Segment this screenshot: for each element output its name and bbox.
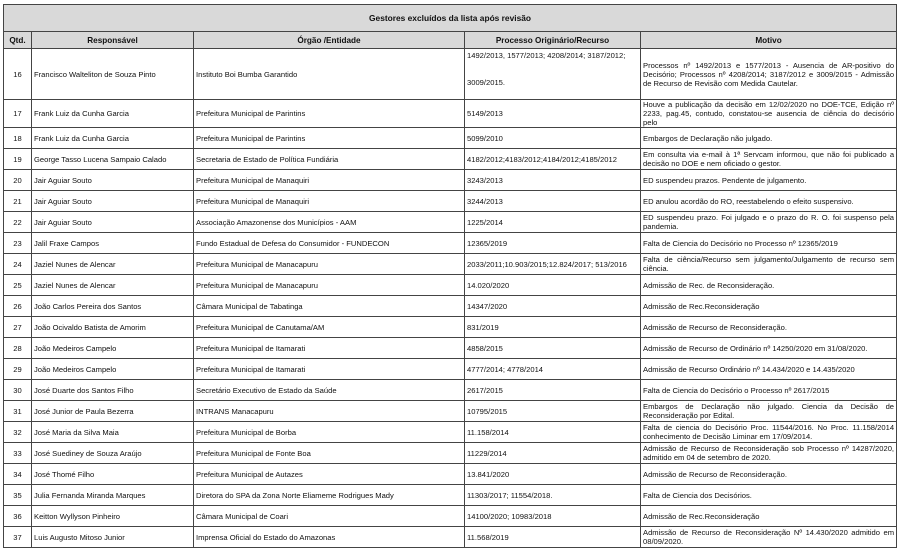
table-row (4, 212, 897, 233)
table-header-row (4, 32, 897, 49)
cell-orgao: Prefeitura Municipal de Manacapuru (194, 254, 465, 275)
cell-processo: 5149/2013 (465, 100, 641, 128)
cell-motivo: ED anulou acordão do RO, reestabelendo o efeito suspensivo. (641, 191, 897, 212)
table-row (4, 527, 897, 548)
cell-orgao: Prefeitura Municipal de Manaquiri (194, 191, 465, 212)
header-orgao: Órgão /Entidade (194, 32, 465, 49)
cell-responsavel: Jair Aguiar Souto (32, 191, 194, 212)
cell-responsavel: Keitton Wyllyson Pinheiro (32, 506, 194, 527)
cell-responsavel: João Medeiros Campelo (32, 359, 194, 380)
cell-orgao: Prefeitura Municipal de Itamarati (194, 338, 465, 359)
cell-qtd: 17 (4, 100, 32, 128)
table-row (4, 359, 897, 380)
cell-qtd: 24 (4, 254, 32, 275)
cell-qtd: 21 (4, 191, 32, 212)
cell-orgao: Secretário Executivo de Estado da Saúde (194, 380, 465, 401)
cell-motivo: Admissão de Recurso de Reconsideração. (641, 317, 897, 338)
table-row (4, 443, 897, 464)
cell-motivo: Embargos de Declaração não julgado. Ciencia da Decisão de Reconsideração por Edital. (641, 401, 897, 422)
cell-qtd: 25 (4, 275, 32, 296)
cell-processo: 2617/2015 (465, 380, 641, 401)
cell-processo: 12365/2019 (465, 233, 641, 254)
cell-orgao: Prefeitura Municipal de Canutama/AM (194, 317, 465, 338)
cell-responsavel: José Thomé Filho (32, 464, 194, 485)
table-container (3, 4, 896, 548)
cell-orgao: Prefeitura Municipal de Manaquiri (194, 170, 465, 191)
cell-motivo: Embargos de Declaração não julgado. (641, 128, 897, 149)
cell-motivo: Admissão de Recurso de Ordinário nº 14250/2020 em 31/08/2020. (641, 338, 897, 359)
cell-motivo: Admissão de Rec.Reconsideração (641, 506, 897, 527)
cell-qtd: 33 (4, 443, 32, 464)
cell-orgao: Prefeitura Municipal de Parintins (194, 128, 465, 149)
table-row (4, 422, 897, 443)
cell-motivo: Admissão de Rec.Reconsideração (641, 296, 897, 317)
table-row (4, 506, 897, 527)
cell-processo: 4858/2015 (465, 338, 641, 359)
table-title-row (4, 5, 897, 32)
cell-processo: 11.158/2014 (465, 422, 641, 443)
cell-orgao: Diretora do SPA da Zona Norte Eliameme Rodrigues Mady (194, 485, 465, 506)
cell-responsavel: João Medeiros Campelo (32, 338, 194, 359)
table-row (4, 380, 897, 401)
cell-responsavel: George Tasso Lucena Sampaio Calado (32, 149, 194, 170)
cell-orgao: Fundo Estadual de Defesa do Consumidor - FUNDECON (194, 233, 465, 254)
cell-motivo: Em consulta via e-mail à 1ª Servcam informou, que não foi publicado a decisão no DOE e nem oficiado o gestor. (641, 149, 897, 170)
header-motivo: Motivo (641, 32, 897, 49)
cell-processo: 3243/2013 (465, 170, 641, 191)
cell-responsavel: Francisco Walteliton de Souza Pinto (32, 49, 194, 100)
cell-orgao: Imprensa Oficial do Estado do Amazonas (194, 527, 465, 548)
cell-qtd: 30 (4, 380, 32, 401)
cell-motivo: Admissão de Recurso de Reconsideração. (641, 464, 897, 485)
table-row (4, 485, 897, 506)
cell-responsavel: José Junior de Paula Bezerra (32, 401, 194, 422)
cell-motivo: Admissão de Rec. de Reconsideração. (641, 275, 897, 296)
cell-processo: 4777/2014; 4778/2014 (465, 359, 641, 380)
cell-motivo: ED suspendeu prazo. Foi julgado e o prazo do R. O. foi suspenso pela pandemia. (641, 212, 897, 233)
table-row (4, 49, 897, 100)
cell-motivo: Houve a publicação da decisão em 12/02/2020 no DOE-TCE, Edição nº 2233, pag.45, contudo, constatou-se ausencia de ciência do decisório pelo (641, 100, 897, 128)
cell-qtd: 18 (4, 128, 32, 149)
cell-responsavel: João Carlos Pereira dos Santos (32, 296, 194, 317)
cell-responsavel: Jair Aguiar Souto (32, 212, 194, 233)
cell-motivo: Falta de ciencia do Decisório Proc. 11544/2016. No Proc. 11.158/2014 conhecimento de Decisão Liminar em 17/09/2014. (641, 422, 897, 443)
cell-qtd: 29 (4, 359, 32, 380)
cell-qtd: 36 (4, 506, 32, 527)
table-title: Gestores excluídos da lista após revisão (4, 5, 897, 32)
cell-orgao: Instituto Boi Bumba Garantido (194, 49, 465, 100)
cell-qtd: 26 (4, 296, 32, 317)
table-row (4, 149, 897, 170)
gestores-table (3, 4, 897, 548)
cell-processo: 831/2019 (465, 317, 641, 338)
cell-processo: 14100/2020; 10983/2018 (465, 506, 641, 527)
cell-responsavel: José Maria da Silva Maia (32, 422, 194, 443)
cell-processo: 11229/2014 (465, 443, 641, 464)
cell-responsavel: Frank Luiz da Cunha Garcia (32, 128, 194, 149)
table-row (4, 254, 897, 275)
cell-qtd: 31 (4, 401, 32, 422)
cell-qtd: 22 (4, 212, 32, 233)
cell-qtd: 35 (4, 485, 32, 506)
cell-processo: 3244/2013 (465, 191, 641, 212)
cell-processo: 1225/2014 (465, 212, 641, 233)
cell-processo: 13.841/2020 (465, 464, 641, 485)
cell-orgao: INTRANS Manacapuru (194, 401, 465, 422)
cell-orgao: Secretaria de Estado de Política Fundiária (194, 149, 465, 170)
table-row (4, 338, 897, 359)
cell-responsavel: Frank Luiz da Cunha Garcia (32, 100, 194, 128)
table-row (4, 233, 897, 254)
cell-motivo: Falta de Ciencia do Decisório no Processo nº 12365/2019 (641, 233, 897, 254)
cell-qtd: 37 (4, 527, 32, 548)
table-row (4, 464, 897, 485)
cell-motivo: Falta de Ciencia dos Decisórios. (641, 485, 897, 506)
cell-qtd: 28 (4, 338, 32, 359)
cell-processo: 11.568/2019 (465, 527, 641, 548)
cell-processo-line-2: 3009/2015. (467, 78, 506, 87)
cell-processo-line-1: 1492/2013, 1577/2013; 4208/2014; 3187/2012; (467, 51, 626, 60)
cell-motivo: Falta de ciência/Recurso sem julgamento/Julgamento de recurso sem ciência. (641, 254, 897, 275)
cell-orgao: Prefeitura Municipal de Borba (194, 422, 465, 443)
table-row (4, 191, 897, 212)
header-responsavel: Responsável (32, 32, 194, 49)
cell-processo: 14.020/2020 (465, 275, 641, 296)
cell-responsavel: José Duarte dos Santos Filho (32, 380, 194, 401)
cell-processo: 10795/2015 (465, 401, 641, 422)
cell-processo (465, 49, 641, 100)
cell-responsavel: Jalil Fraxe Campos (32, 233, 194, 254)
cell-processo: 4182/2012;4183/2012;4184/2012;4185/2012 (465, 149, 641, 170)
cell-qtd: 34 (4, 464, 32, 485)
header-qtd: Qtd. (4, 32, 32, 49)
cell-orgao: Associação Amazonense dos Municípios - AAM (194, 212, 465, 233)
cell-responsavel: Jaziel Nunes de Alencar (32, 254, 194, 275)
cell-responsavel: Luis Augusto Mitoso Junior (32, 527, 194, 548)
cell-qtd: 23 (4, 233, 32, 254)
cell-orgao: Câmara Municipal de Coari (194, 506, 465, 527)
cell-responsavel: Jair Aguiar Souto (32, 170, 194, 191)
cell-qtd: 19 (4, 149, 32, 170)
header-processo: Processo Originário/Recurso (465, 32, 641, 49)
cell-orgao: Prefeitura Municipal de Manacapuru (194, 275, 465, 296)
cell-orgao: Prefeitura Municipal de Autazes (194, 464, 465, 485)
table-row (4, 296, 897, 317)
cell-responsavel: João Ocivaldo Batista de Amorim (32, 317, 194, 338)
cell-processo: 14347/2020 (465, 296, 641, 317)
cell-processo: 11303/2017; 11554/2018. (465, 485, 641, 506)
cell-motivo: Falta de Ciencia do Decisório o Processo nº 2617/2015 (641, 380, 897, 401)
cell-responsavel: Jaziel Nunes de Alencar (32, 275, 194, 296)
cell-motivo: ED suspendeu prazos. Pendente de julgamento. (641, 170, 897, 191)
cell-processo: 5099/2010 (465, 128, 641, 149)
cell-orgao: Câmara Municipal de Tabatinga (194, 296, 465, 317)
cell-responsavel: Julia Fernanda Miranda Marques (32, 485, 194, 506)
cell-motivo: Admissão de Recurso Ordinário nº 14.434/2020 e 14.435/2020 (641, 359, 897, 380)
cell-qtd: 20 (4, 170, 32, 191)
cell-qtd: 32 (4, 422, 32, 443)
cell-processo: 2033/2011;10.903/2015;12.824/2017; 513/2016 (465, 254, 641, 275)
table-row (4, 401, 897, 422)
cell-qtd: 16 (4, 49, 32, 100)
table-row (4, 317, 897, 338)
table-row (4, 170, 897, 191)
cell-motivo: Admissão de Recurso de Reconsideração sob Processo nº 14287/2020, admitido em 04 de setembro de 2020. (641, 443, 897, 464)
cell-orgao: Prefeitura Municipal de Itamarati (194, 359, 465, 380)
table-row (4, 128, 897, 149)
table-row (4, 275, 897, 296)
cell-motivo: Processos nº 1492/2013 e 1577/2013 - Ausencia de AR-positivo do Decisório; Processos nº 4208/2014; 3187/2012 e 3009/2015 - Admissão de Recurso de Revisão com Medida Cautelar. (641, 49, 897, 100)
cell-orgao: Prefeitura Municipal de Fonte Boa (194, 443, 465, 464)
cell-orgao: Prefeitura Municipal de Parintins (194, 100, 465, 128)
cell-responsavel: José Suediney de Souza Araújo (32, 443, 194, 464)
cell-qtd: 27 (4, 317, 32, 338)
cell-motivo: Admissão de Recurso de Reconsideração Nº 14.430/2020 admitido em 08/09/2020. (641, 527, 897, 548)
table-row (4, 100, 897, 128)
